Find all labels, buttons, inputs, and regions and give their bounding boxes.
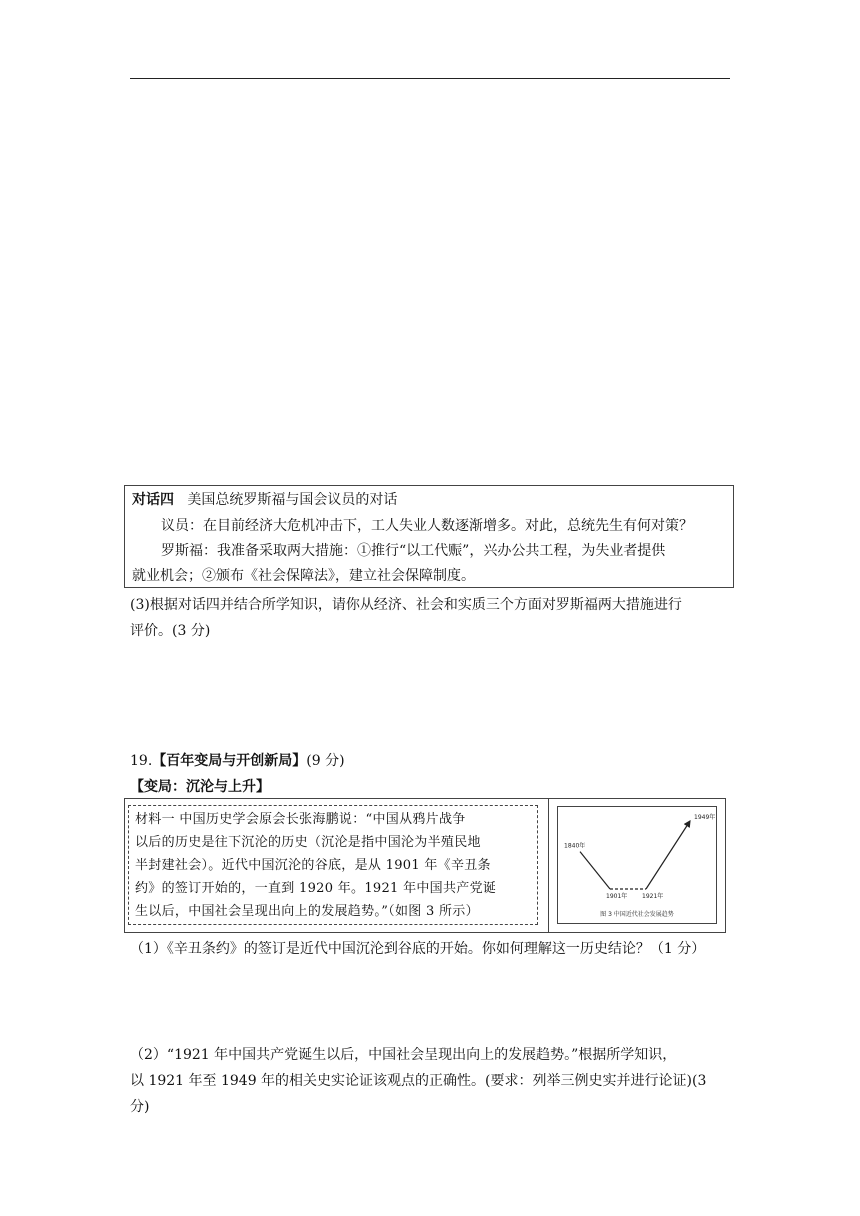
dialogue-four-heading — [132, 490, 397, 510]
chart-point-label: 1901年 — [606, 893, 628, 900]
question-1: （1）《辛丑条约》的签订是近代中国沉沦到谷底的开始。你如何理解这一历史结论？（1 分） — [130, 941, 706, 957]
trend-segment-1 — [580, 852, 610, 889]
trend-segment-3 — [646, 821, 690, 889]
chart-point-label: 1921年 — [642, 893, 664, 900]
chart-title: 图 3 中国近代社会发展趋势 — [600, 911, 674, 918]
question-2-line-2: 以 1921 年至 1949 年的相关史实论证该观点的正确性。(要求：列举三例史实并进行论证)(3 — [130, 1073, 707, 1089]
header-rule — [130, 78, 730, 79]
dialogue-four-line-1: 议员：在目前经济大危机冲击下，工人失业人数逐渐增多。对此，总统先生有何对策？ — [161, 518, 693, 534]
question-3-line-2: 评价。(3 分) — [130, 623, 211, 639]
question-19-points: (9 分) — [306, 753, 345, 769]
dialogue-four-title: 对话四 — [132, 492, 174, 508]
dialogue-four-line-2: 罗斯福：我准备采取两大措施：①推行“以工代赈”，兴办公共工程，为失业者提供 — [161, 543, 666, 559]
material-one-line-3: 半封建社会）。近代中国沉沦的谷底，是从 1901 年《辛丑条 — [135, 858, 491, 873]
chart-point-label: 1840年 — [564, 842, 586, 850]
material-one-line-1: 材料一 中国历史学会原会长张海鹏说：“中国从鸦片战争 — [135, 812, 466, 827]
material-one-box — [128, 805, 538, 925]
figure-3-chart — [557, 806, 717, 924]
material-divider — [548, 798, 549, 933]
material-one-line-5: 生以后，中国社会呈现出向上的发展趋势。”（如图 3 所示） — [135, 904, 479, 919]
figure-3-svg — [558, 807, 716, 923]
dialogue-four-box — [124, 485, 734, 588]
material-one-line-2: 以后的历史是往下沉沦的历史（沉沦是指中国沦为半殖民地 — [135, 835, 481, 850]
chart-point-label: 1949年 — [694, 814, 716, 821]
question-2-line-1: （2）“1921 年中国共产党诞生以后，中国社会呈现出向上的发展趋势。”根据所学知识， — [130, 1047, 677, 1063]
question-19-number: 19. — [130, 753, 153, 769]
material-one-line-4: 约》的签订开始的，一直到 1920 年。1921 年中国共产党诞 — [135, 881, 497, 896]
question-19-heading — [130, 750, 345, 770]
section-heading-change: 【变局：沉沦与上升】 — [130, 779, 270, 795]
dialogue-four-subtitle: 美国总统罗斯福与国会议员的对话 — [187, 492, 398, 508]
question-19-title: 【百年变局与开创新局】 — [152, 753, 307, 769]
question-2-line-3: 分) — [130, 1099, 150, 1115]
question-3-line-1: (3)根据对话四并结合所学知识，请你从经济、社会和实质三个方面对罗斯福两大措施进行 — [130, 597, 682, 613]
dialogue-four-line-3: 就业机会；②颁布《社会保障法》，建立社会保障制度。 — [132, 568, 475, 584]
